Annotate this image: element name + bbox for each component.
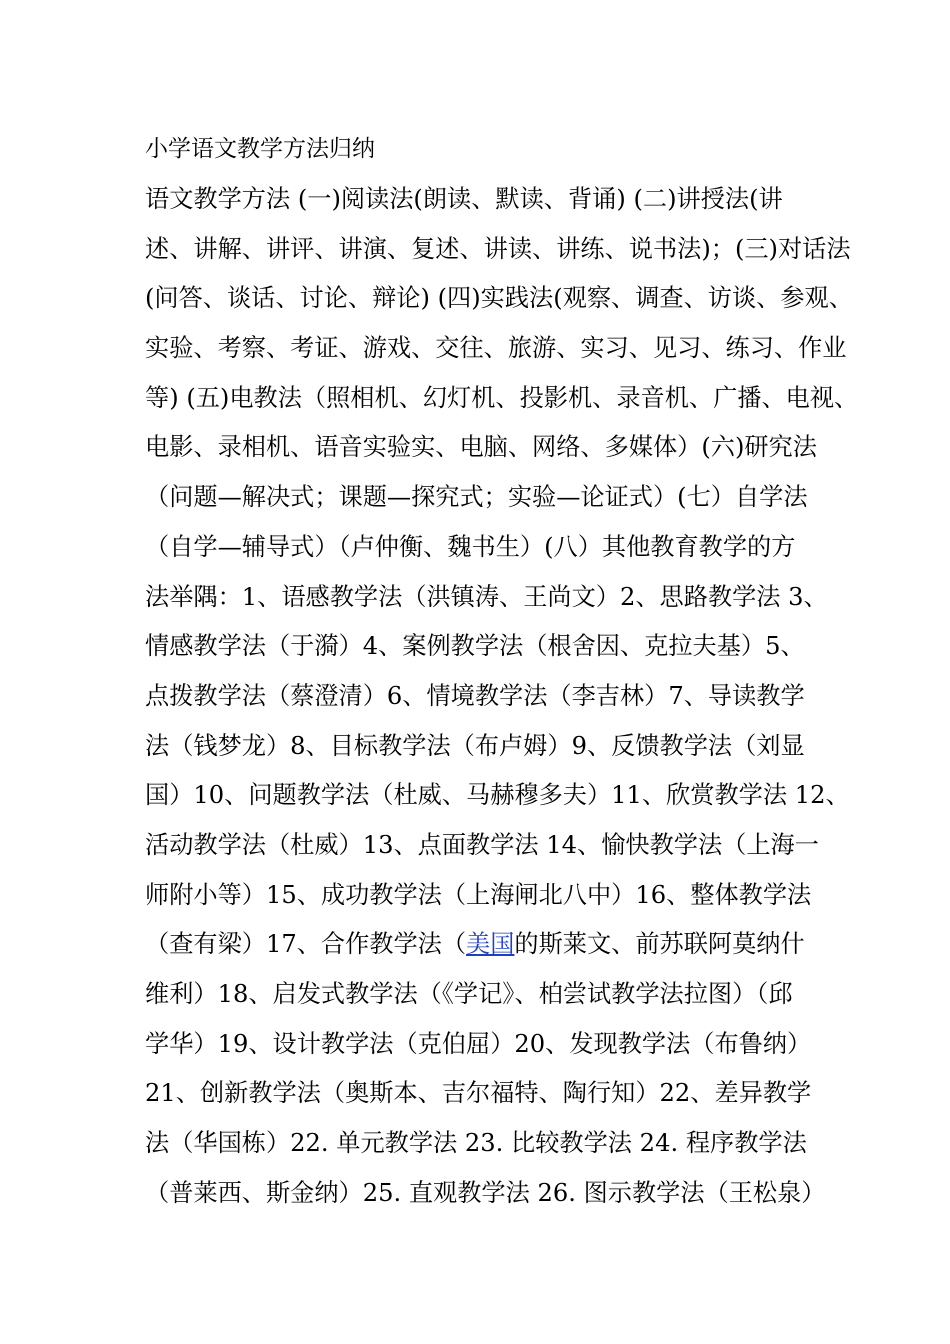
- text-line: （自学—辅导式）（卢仲衡、魏书生）(八）其他教育教学的方: [145, 532, 796, 561]
- text-line: 述、讲解、讲评、讲演、复述、讲读、讲练、说书法)；(三)对话法: [145, 234, 851, 263]
- document-body: [145, 175, 859, 1218]
- text-line: 法举隅：1、语感教学法（洪镇涛、王尚文）2、思路教学法 3、: [145, 582, 828, 611]
- usa-link[interactable]: 美国: [466, 930, 515, 959]
- text-segment: 的斯莱文、前苏联阿莫纳什: [514, 930, 805, 959]
- text-line: 等) (五)电教法（照相机、幻灯机、投影机、录音机、广播、电视、: [145, 383, 859, 412]
- text-segment: （查有梁）17、合作教学法（: [145, 930, 467, 959]
- text-line-with-link: [145, 920, 825, 970]
- text-line: 语文教学方法 (一)阅读法(朗读、默读、背诵) (二)讲授法(讲: [145, 185, 783, 213]
- text-line: 电影、录相机、语音实验实、电脑、网络、多媒体）(六)研究法: [145, 433, 817, 462]
- text-line: （普莱西、斯金纳）25. 直观教学法 26. 图示教学法（王松泉）: [145, 1178, 826, 1207]
- text-line: 维利）18、启发式教学法（《学记》、柏尝试教学法拉图）（邱: [145, 980, 793, 1008]
- text-line: 国）10、问题教学法（杜威、马赫穆多夫）11、欣赏教学法 12、: [145, 781, 850, 810]
- text-line: 法（华国栋）22. 单元教学法 23. 比较教学法 24. 程序教学法: [145, 1129, 807, 1158]
- text-line: 实验、考察、考证、游戏、交往、旅游、实习、见习、练习、作业: [145, 334, 847, 363]
- text-line: 点拨教学法（蔡澄清）6、情境教学法（李吉林）7、导读教学: [145, 681, 805, 710]
- text-line: 活动教学法（杜威）13、点面教学法 14、愉快教学法（上海一: [145, 830, 819, 859]
- text-line: （问题—解决式；课题—探究式；实验—论证式）(七）自学法: [145, 483, 808, 512]
- text-line: 法（钱梦龙）8、目标教学法（布卢姆）9、反馈教学法（刘显: [145, 731, 805, 760]
- text-line: 学华）19、设计教学法（克伯屈）20、发现教学法（布鲁纳）: [145, 1029, 812, 1058]
- text-line: 师附小等）15、成功教学法（上海闸北八中）16、整体教学法: [145, 880, 812, 909]
- document-title: 小学语文教学方法归纳: [145, 136, 375, 162]
- text-line: (问答、谈话、讨论、辩论) (四)实践法(观察、调查、访谈、参观、: [145, 284, 853, 313]
- text-line: 21、创新教学法（奥斯本、吉尔福特、陶行知）22、差异教学: [145, 1079, 812, 1108]
- text-line: 情感教学法（于漪）4、案例教学法（根舍因、克拉夫基）5、: [145, 632, 805, 661]
